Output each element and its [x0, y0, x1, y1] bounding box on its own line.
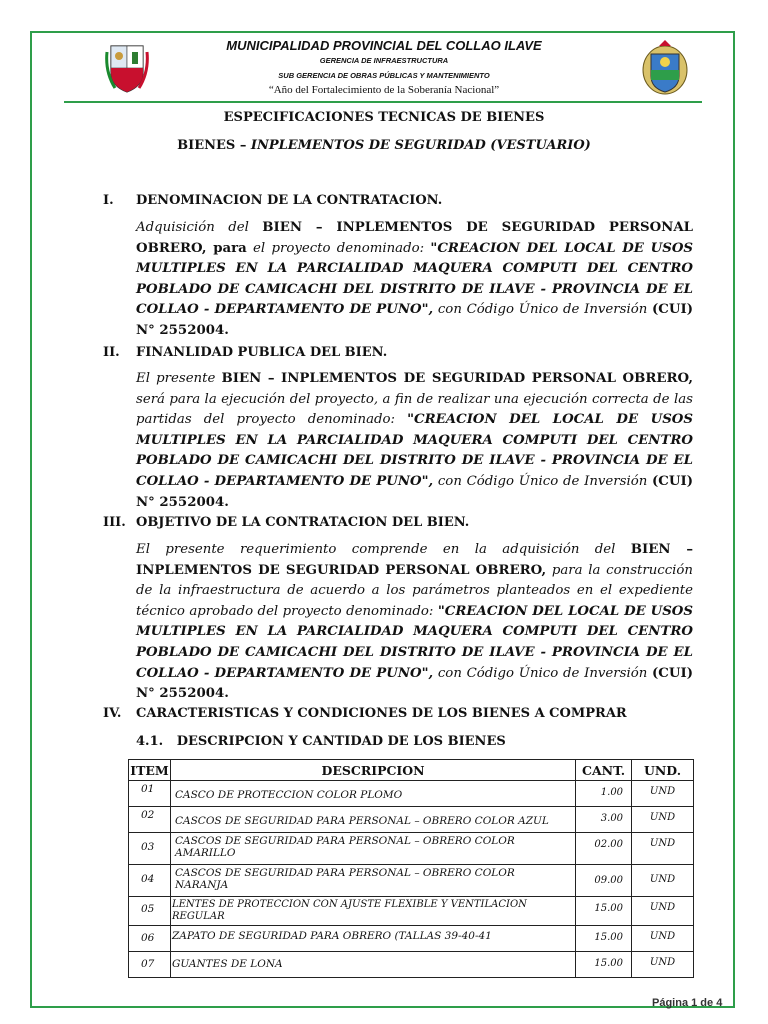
s2-text-1: El presente	[136, 371, 222, 386]
cell-description: CASCOS DE SEGURIDAD PARA PERSONAL – OBRERO COLOR AMARILLO	[170, 833, 575, 865]
s1-bold-3: (CUI) N° 2552004.	[136, 302, 693, 338]
section-3-heading: OBJETIVO DE LA CONTRATACION DEL BIEN.	[136, 515, 470, 530]
section-3-number: III.	[103, 515, 126, 530]
cell-quantity: 15.00	[576, 897, 632, 926]
s3-text-3: con Código Único de Inversión	[433, 665, 653, 681]
cell-quantity: 3.00	[576, 807, 632, 833]
cell-unit: UND	[632, 807, 694, 833]
document-title: ESPECIFICACIONES TECNICAS DE BIENES	[223, 110, 545, 125]
cell-item: 05	[129, 897, 171, 926]
table-header-row	[129, 760, 694, 781]
section-4-heading: CARACTERISTICAS Y CONDICIONES DE LOS BIENES A COMPRAR	[136, 706, 627, 721]
cell-unit: UND	[632, 952, 694, 978]
table-row	[129, 833, 694, 865]
col-header-item: ITEM	[129, 760, 171, 781]
s3-bold-1: BIEN – INPLEMENTOS DE SEGURIDAD PERSONAL OBRERO,	[136, 542, 693, 578]
s1-text-3: con Código Único de Inversión	[433, 302, 653, 318]
s2-bold-3: (CUI) N° 2552004.	[136, 473, 693, 510]
section-4-number: IV.	[103, 706, 122, 721]
s1-bold-2: "CREACION DEL LOCAL DE USOS MULTIPLES EN LA PARCIALIDAD MAQUERA COMPUTI DEL CENTRO POBLADO DE CAMICACHI DEL DISTRITO DE ILAVE - PROVINCIA DE EL COLLAO - DEPARTAMENTO DE PUNO",	[136, 240, 693, 318]
s1-text-1: Adquisición del	[136, 220, 263, 235]
subtitle-italic: INPLEMENTOS DE SEGURIDAD (VESTUARIO)	[250, 138, 591, 153]
cell-description: CASCO DE PROTECCION COLOR PLOMO	[170, 781, 575, 807]
cell-unit: UND	[632, 926, 694, 952]
cell-description: CASCOS DE SEGURIDAD PARA PERSONAL – OBRERO COLOR AZUL	[170, 807, 575, 833]
section-1-paragraph	[136, 218, 693, 342]
table-row	[129, 807, 694, 833]
table-row	[129, 865, 694, 897]
cell-item: 07	[129, 952, 171, 978]
cell-unit: UND	[632, 781, 694, 807]
department-name: GERENCIA DE INFRAESTRUCTURA	[319, 56, 449, 65]
cell-quantity: 15.00	[576, 952, 632, 978]
cell-item: 04	[129, 865, 171, 897]
municipality-title: MUNICIPALIDAD PROVINCIAL DEL COLLAO ILAVE	[226, 38, 542, 53]
cell-item: 02	[129, 807, 171, 833]
cell-quantity: 1.00	[576, 781, 632, 807]
cell-item: 01	[129, 781, 171, 807]
s2-text-3: con Código Único de Inversión	[433, 473, 653, 489]
section-4-1-heading: 4.1. DESCRIPCION Y CANTIDAD DE LOS BIENES	[136, 734, 506, 749]
sub-department-name: SUB GERENCIA DE OBRAS PÚBLICAS Y MANTENIMIENTO	[278, 71, 490, 80]
col-header-description: DESCRIPCION	[170, 760, 575, 781]
cell-unit: UND	[632, 865, 694, 897]
s2-bold-1: BIEN – INPLEMENTOS DE SEGURIDAD PERSONAL OBRERO,	[221, 371, 693, 386]
cell-quantity: 15.00	[576, 926, 632, 952]
cell-description: LENTES DE PROTECCION CON AJUSTE FLEXIBLE Y VENTILACION REGULAR	[170, 897, 575, 926]
section-1-number: I.	[103, 193, 114, 208]
table-row	[129, 781, 694, 807]
goods-table	[128, 759, 694, 978]
document-subtitle	[0, 138, 768, 153]
header-divider	[64, 101, 702, 103]
subtitle-prefix: BIENES –	[177, 138, 251, 153]
cell-unit: UND	[632, 897, 694, 926]
s2-text-2: será para la ejecución del proyecto, a fin de realizar una ejecución correcta de las partidas del proyecto denominado:	[136, 391, 693, 428]
cell-unit: UND	[632, 833, 694, 865]
section-3-paragraph	[136, 540, 693, 705]
cell-description: GUANTES DE LONA	[170, 952, 575, 978]
table-row	[129, 926, 694, 952]
s3-text-2: para la construcción de la infraestructura de acuerdo a los parámetros planteados en el expediente técnico aprobado del proyecto denominado:	[136, 562, 694, 619]
cell-item: 06	[129, 926, 171, 952]
cell-description: ZAPATO DE SEGURIDAD PARA OBRERO (TALLAS 39-40-41	[170, 926, 575, 952]
s3-bold-2: "CREACION DEL LOCAL DE USOS MULTIPLES EN LA PARCIALIDAD MAQUERA COMPUTI DEL CENTRO POBLADO DE CAMICACHI DEL DISTRITO DE ILAVE - PROVINCIA DE EL COLLAO - DEPARTAMENTO DE PUNO",	[136, 603, 693, 681]
section-2-heading: FINANLIDAD PUBLICA DEL BIEN.	[136, 345, 388, 360]
cell-quantity: 09.00	[576, 865, 632, 897]
table-row	[129, 897, 694, 926]
s1-text-2: el proyecto denominado:	[246, 240, 431, 256]
section-2-number: II.	[103, 345, 120, 360]
table-row	[129, 952, 694, 978]
col-header-unit: UND.	[632, 760, 694, 781]
cell-item: 03	[129, 833, 171, 865]
s3-text-1: El presente requerimiento comprende en la adquisición del	[136, 542, 631, 557]
cell-description: CASCOS DE SEGURIDAD PARA PERSONAL – OBRERO COLOR NARANJA	[170, 865, 575, 897]
page-number: Página 1 de 4	[652, 997, 723, 1009]
s1-bold-1: BIEN – INPLEMENTOS DE SEGURIDAD PERSONAL OBRERO, para	[136, 220, 694, 256]
s2-bold-2: "CREACION DEL LOCAL DE USOS MULTIPLES EN LA PARCIALIDAD MAQUERA COMPUTI DEL CENTRO POBLADO DE CAMICACHI DEL DISTRITO DE ILAVE - PROVINCIA DE EL COLLAO - DEPARTAMENTO DE PUNO",	[136, 412, 693, 489]
s3-bold-3: (CUI) N° 2552004.	[136, 665, 693, 702]
cell-quantity: 02.00	[576, 833, 632, 865]
col-header-quantity: CANT.	[576, 760, 632, 781]
section-2-paragraph	[136, 369, 693, 513]
section-1-heading: DENOMINACION DE LA CONTRATACION.	[136, 193, 443, 208]
year-motto: “Año del Fortalecimiento de la Soberanía Nacional”	[268, 84, 500, 96]
